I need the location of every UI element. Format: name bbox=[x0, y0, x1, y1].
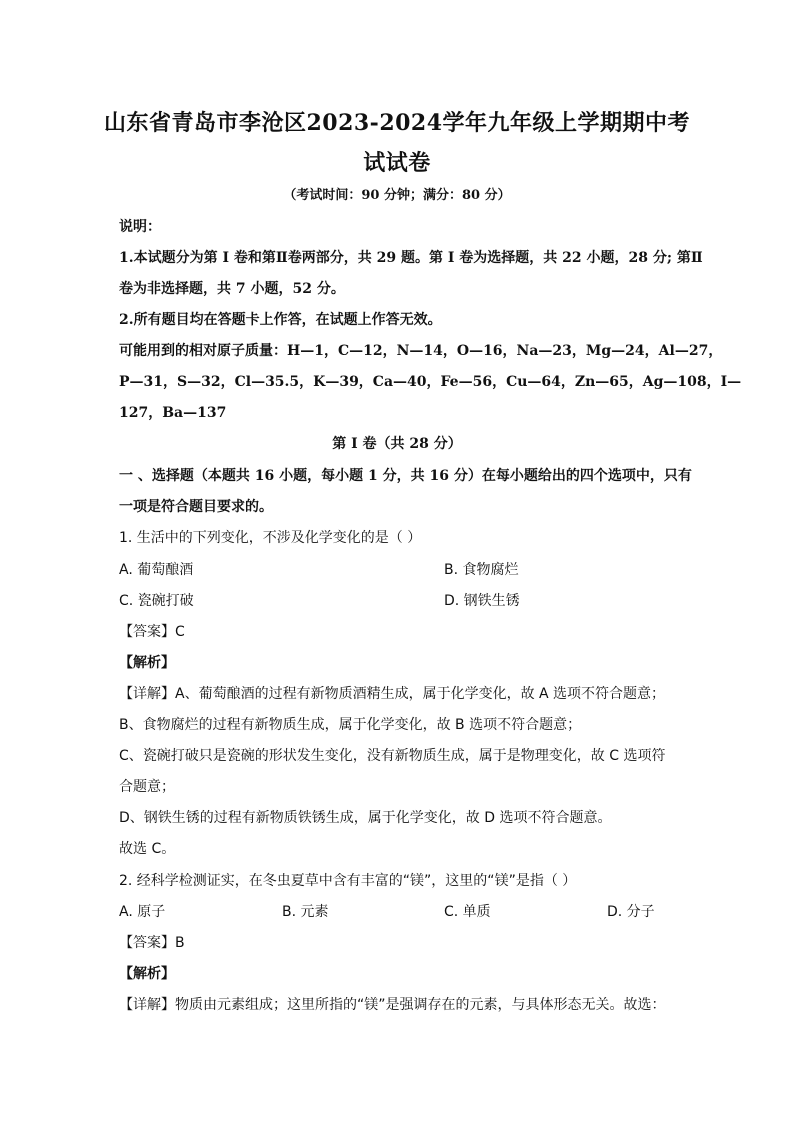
q2-option-b: B. 元素 bbox=[282, 904, 329, 920]
q1-conclusion: 故选 C。 bbox=[119, 841, 176, 857]
q1-option-b: B. 食物腐烂 bbox=[444, 562, 519, 578]
atomic-mass-line3: 127，Ba—137 bbox=[119, 405, 227, 421]
section-heading-line2: 一项是符合题目要求的。 bbox=[119, 499, 273, 515]
q2-answer: 【答案】B bbox=[119, 935, 185, 951]
instructions-label: 说明： bbox=[119, 219, 161, 235]
section-title: 第 I 卷（共 28 分） bbox=[332, 436, 462, 452]
q1-detail-line5: D、钢铁生锈的过程有新物质铁锈生成，属于化学变化，故 D 选项不符合题意。 bbox=[119, 810, 612, 826]
instruction-item1-line2: 卷为非选择题，共 7 小题，52 分。 bbox=[119, 281, 345, 297]
q1-detail-line4: 合题意； bbox=[119, 779, 175, 795]
instruction-item1-line1: 1.本试题分为第 I 卷和第Ⅱ卷两部分，共 29 题。第 I 卷为选择题，共 22 小题，28 分; 第Ⅱ bbox=[119, 250, 703, 266]
q1-analysis-label: 【解析】 bbox=[119, 655, 175, 671]
atomic-mass-line1: 可能用到的相对原子质量：H—1，C—12，N—14，O—16，Na—23，Mg—24，Al—27， bbox=[119, 343, 723, 359]
q1-detail-line3: C、瓷碗打破只是瓷碗的形状发生变化，没有新物质生成，属于是物理变化，故 C 选项符 bbox=[119, 748, 666, 764]
q1-stem: 1. 生活中的下列变化，不涉及化学变化的是（ ） bbox=[119, 530, 422, 546]
q2-option-d: D. 分子 bbox=[607, 904, 655, 920]
q2-stem: 2. 经科学检测证实，在冬虫夏草中含有丰富的“镁”，这里的“镁”是指（ ） bbox=[119, 873, 577, 889]
q1-detail-line2: B、食物腐烂的过程有新物质生成，属于化学变化，故 B 选项不符合题意； bbox=[119, 717, 582, 733]
page-title-line1: 山东省青岛市李沧区2023-2024学年九年级上学期期中考 bbox=[103, 110, 691, 136]
q2-option-a: A. 原子 bbox=[119, 904, 166, 920]
q2-detail-line1: 【详解】物质由元素组成；这里所指的“镁”是强调存在的元素，与具体形态无关。故选： bbox=[119, 997, 666, 1013]
q2-option-c: C. 单质 bbox=[444, 904, 491, 920]
q1-option-c: C. 瓷碗打破 bbox=[119, 593, 194, 609]
q1-answer: 【答案】C bbox=[119, 624, 185, 640]
section-heading-line1: 一 、选择题（本题共 16 小题，每小题 1 分，共 16 分）在每小题给出的四个选项中，只有 bbox=[119, 468, 692, 484]
exam-info: （考试时间：90 分钟；满分：80 分） bbox=[283, 188, 511, 203]
page-title-line2: 试试卷 bbox=[363, 150, 431, 176]
q1-option-d: D. 钢铁生锈 bbox=[444, 593, 520, 609]
q2-analysis-label: 【解析】 bbox=[119, 966, 175, 982]
q1-option-a: A. 葡萄酿酒 bbox=[119, 562, 194, 578]
atomic-mass-line2: P—31，S—32，Cl—35.5，K—39，Ca—40，Fe—56，Cu—64，Zn—65，Ag—108，I— bbox=[119, 374, 742, 390]
instruction-item2: 2.所有题目均在答题卡上作答，在试题上作答无效。 bbox=[119, 312, 442, 328]
q1-detail-line1: 【详解】A、葡萄酿酒的过程有新物质酒精生成，属于化学变化，故 A 选项不符合题意； bbox=[119, 686, 666, 702]
